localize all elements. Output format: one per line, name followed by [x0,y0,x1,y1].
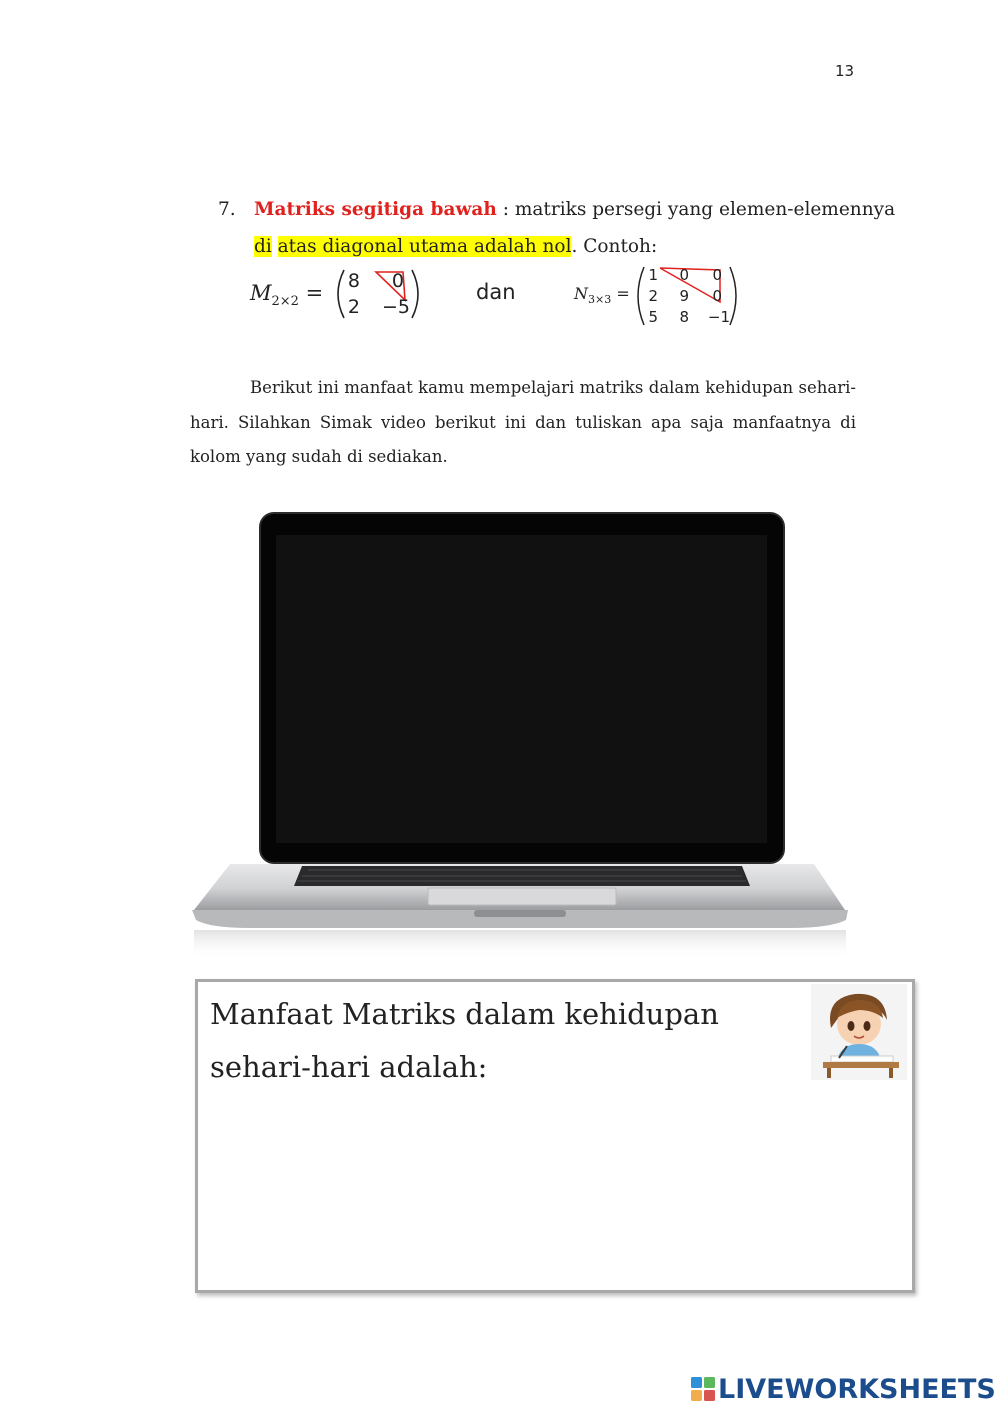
matrix-n-cell: 0 [712,266,722,284]
matrix-m-cell: 0 [391,270,404,292]
term-lower-triangular: Matriks segitiga bawah [254,199,497,220]
highlight-diagonal-zero: atas diagonal utama adalah nol [277,236,572,257]
matrix-m-subscript: 2×2 [271,294,299,309]
liveworksheets-logo-icon [690,1376,716,1402]
item-number: 7. [218,199,236,220]
matrix-n-cell: 0 [712,287,722,305]
matrix-n-equals: = [616,284,630,303]
answer-box [195,979,915,1293]
answer-box-title: Manfaat Matriks dalam kehidupan sehari-hari adalah: [210,997,719,1084]
matrix-m-cell: 2 [347,296,360,318]
matrix-n-cell: −1 [707,308,730,326]
student-writing-illustration [811,984,907,1080]
matrix-n-subscript: 3×3 [588,293,612,306]
definition-line-1 [254,191,895,229]
matrix-n-label [574,284,630,306]
matrix-n-cell: 8 [679,308,689,326]
page-number: 13 [835,62,855,80]
matrix-n-cell: 5 [648,308,658,326]
highlight-di: di [254,236,272,257]
example-intro: . Contoh: [571,236,658,257]
matrix-n-cell: 9 [679,287,689,305]
definition-line-2 [254,228,657,266]
answer-input-area[interactable] [210,1102,900,1282]
liveworksheets-wordmark: LIVEWORKSHEETS [718,1373,996,1405]
video-player-laptop[interactable] [190,510,852,965]
matrix-m-cell: 8 [347,270,360,292]
matrix-m-variable: M [250,281,272,305]
matrix-n-variable: N [574,284,588,303]
definition-text: : matriks persegi yang elemen-elemennya [496,199,896,220]
matrix-m-label [250,281,323,309]
instruction-paragraph: Berikut ini manfaat kamu mempelajari matriks dalam kehidupan sehari-hari. Silahkan Simak video berikut ini dan tuliskan apa saja manfaatnya di kolom yang sudah di sediakan. [190,378,856,466]
matrix-n-cell: 2 [648,287,658,305]
matrix-m-equals: = [305,281,324,305]
matrix-n-cell: 1 [648,266,658,284]
liveworksheets-brand [690,1372,996,1406]
connector-dan: dan [476,280,516,304]
matrix-n-cell: 0 [679,266,689,284]
matrix-m-cell: −5 [381,296,410,318]
